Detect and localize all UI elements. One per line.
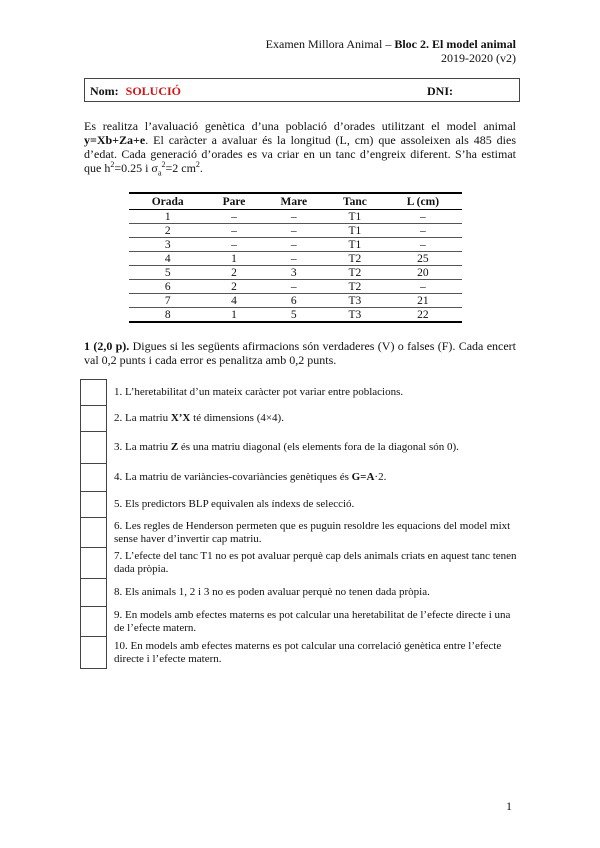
table-cell: T2 <box>326 252 384 266</box>
table-cell: 21 <box>384 294 462 308</box>
table-row <box>129 210 462 224</box>
table-cell: – <box>384 238 462 252</box>
name-label: Nom: <box>90 84 119 98</box>
problem-statement <box>84 119 516 178</box>
table-cell: 2 <box>129 224 206 238</box>
statement-pre: 2. La matriu <box>114 412 171 424</box>
intro-text-5: . <box>199 161 203 175</box>
table-cell: – <box>262 238 326 252</box>
statement-post: té dimensions (4×4). <box>190 412 284 424</box>
table-cell: 7 <box>129 294 206 308</box>
table-cell: 20 <box>384 266 462 280</box>
table-cell: – <box>262 252 326 266</box>
table-cell: T2 <box>326 266 384 280</box>
header-line-1 <box>266 37 516 51</box>
table-cell: 3 <box>262 266 326 280</box>
statement-text <box>107 637 520 669</box>
dni-label: DNI: <box>427 84 453 98</box>
table-cell: – <box>384 280 462 294</box>
table-row <box>129 224 462 238</box>
statement-text <box>107 464 520 492</box>
statement-pre: 5. Els predictors BLP equivalen als índexs de selecció. <box>114 498 355 510</box>
answer-box[interactable] <box>81 406 107 432</box>
student-info-box <box>84 78 520 102</box>
table-cell: 4 <box>206 294 261 308</box>
statements-table <box>80 379 520 669</box>
table-cell: 6 <box>129 280 206 294</box>
table-cell: 5 <box>262 308 326 323</box>
table-cell: 2 <box>206 280 261 294</box>
statement-pre: 8. Els animals 1, 2 i 3 no es poden avaluar perquè no tenen dada pròpia. <box>114 586 430 598</box>
statement-text <box>107 579 520 607</box>
table-cell: 3 <box>129 238 206 252</box>
table-cell: – <box>262 224 326 238</box>
table-cell: T2 <box>326 280 384 294</box>
table-cell: 4 <box>129 252 206 266</box>
header-block-title: Bloc 2. El model animal <box>394 37 516 51</box>
table-cell: – <box>262 210 326 224</box>
table-cell: 2 <box>206 266 261 280</box>
statement-text <box>107 607 520 637</box>
answer-box[interactable] <box>81 492 107 518</box>
name-label-wrap <box>90 84 181 99</box>
statement-bold: X’X <box>170 412 191 424</box>
table-cell: 22 <box>384 308 462 323</box>
table-header-row <box>129 193 462 210</box>
table-cell: 1 <box>129 210 206 224</box>
table-row <box>129 294 462 308</box>
intro-text-4: =2 cm <box>165 161 196 175</box>
statement-row <box>81 380 520 406</box>
col-header-orada: Orada <box>129 193 206 210</box>
statement-pre: 9. En models amb efectes materns es pot calcular una heretabilitat de l’efecte directe i una de l’efecte matern. <box>114 608 511 634</box>
statement-bold: Z <box>170 441 179 453</box>
statement-pre: 1. L’heretabilitat d’un mateix caràcter pot variar entre poblacions. <box>114 386 404 398</box>
answer-box[interactable] <box>81 607 107 637</box>
table-cell: T1 <box>326 210 384 224</box>
statement-row <box>81 579 520 607</box>
col-header-l: L (cm) <box>384 193 462 210</box>
question-number: 1 (2,0 p). <box>84 339 130 353</box>
table-cell: 8 <box>129 308 206 323</box>
page-number: 1 <box>506 799 512 813</box>
table-row <box>129 266 462 280</box>
table-cell: 1 <box>206 252 261 266</box>
table-cell: T3 <box>326 308 384 323</box>
statement-text <box>107 548 520 579</box>
table-cell: – <box>206 238 261 252</box>
statement-text <box>107 406 520 432</box>
answer-box[interactable] <box>81 464 107 492</box>
col-header-mare: Mare <box>262 193 326 210</box>
statement-pre: 7. L’efecte del tanc T1 no es pot avaluar perquè cap dels animals criats en aquest tanc tenen dada pròpia. <box>114 550 517 575</box>
intro-text-1: Es realitza l’avaluació genètica d’una població d’orades utilitzant el model animal <box>84 119 516 133</box>
table-row <box>129 252 462 266</box>
table-row <box>129 280 462 294</box>
table-cell: – <box>384 224 462 238</box>
question-header <box>84 339 516 367</box>
table-cell: T1 <box>326 238 384 252</box>
statement-row <box>81 406 520 432</box>
statement-post: és una matriu diagonal (els elements fora de la diagonal són 0). <box>178 441 459 453</box>
statement-pre: 10. En models amb efectes materns es pot calcular una correlació genètica entre l’efecte directe i l’efecte matern. <box>114 639 502 665</box>
table-cell: 5 <box>129 266 206 280</box>
answer-box[interactable] <box>81 432 107 464</box>
statement-text <box>107 518 520 548</box>
col-header-tanc: Tanc <box>326 193 384 210</box>
statement-text <box>107 492 520 518</box>
answer-box[interactable] <box>81 380 107 406</box>
name-value: SOLUCIÓ <box>125 84 182 98</box>
answer-box[interactable] <box>81 637 107 669</box>
header-exam-title: Examen Millora Animal – <box>265 37 395 51</box>
statement-row <box>81 518 520 548</box>
table-cell: – <box>206 224 261 238</box>
header-academic-year: 2019-2020 (v2) <box>441 51 516 65</box>
intro-text-2: . El caràcter a avaluar és la longitud (L, cm) que assoleixen als 485 dies d’edat. Cada generació d’orades es va criar en un tanc d’engreix diferent. S’ha estimat que h <box>84 133 516 175</box>
intro-sup-2: 2 <box>161 160 166 169</box>
data-table <box>129 192 462 323</box>
table-cell: T1 <box>326 224 384 238</box>
answer-box[interactable] <box>81 518 107 548</box>
answer-box[interactable] <box>81 579 107 607</box>
statement-pre: 6. Les regles de Henderson permeten que es puguin resoldre les equacions del model mixt sense haver d’invertir cap matriu. <box>114 519 511 545</box>
statement-row <box>81 492 520 518</box>
statement-bold: G=A <box>351 471 375 483</box>
answer-box[interactable] <box>81 548 107 579</box>
statement-post: ·2. <box>374 471 387 483</box>
statement-row <box>81 432 520 464</box>
table-cell: – <box>262 280 326 294</box>
table-cell: – <box>206 210 261 224</box>
intro-sup-1: 2 <box>110 160 115 169</box>
statement-row <box>81 637 520 669</box>
table-cell: 25 <box>384 252 462 266</box>
statement-row <box>81 548 520 579</box>
intro-text-3: =0.25 i σ <box>114 161 158 175</box>
col-header-pare: Pare <box>206 193 261 210</box>
statement-text <box>107 380 520 406</box>
table-cell: 6 <box>262 294 326 308</box>
statement-text <box>107 432 520 464</box>
table-cell: 1 <box>206 308 261 323</box>
statement-pre: 4. La matriu de variàncies-covariàncies genètiques és <box>114 471 352 483</box>
statement-pre: 3. La matriu <box>114 441 171 453</box>
table-row <box>129 308 462 323</box>
statement-row <box>81 607 520 637</box>
table-row <box>129 238 462 252</box>
table-cell: – <box>384 210 462 224</box>
intro-sup-3: 2 <box>195 160 200 169</box>
table-cell: T3 <box>326 294 384 308</box>
question-text: Digues si les següents afirmacions són verdaderes (V) o falses (F). Cada encert val 0,2 punts i cada error es penalitza amb 0,2 punts. <box>84 339 517 367</box>
intro-sub-1: a <box>157 168 162 178</box>
model-equation: y=Xb+Za+e <box>84 133 146 147</box>
statement-row <box>81 464 520 492</box>
